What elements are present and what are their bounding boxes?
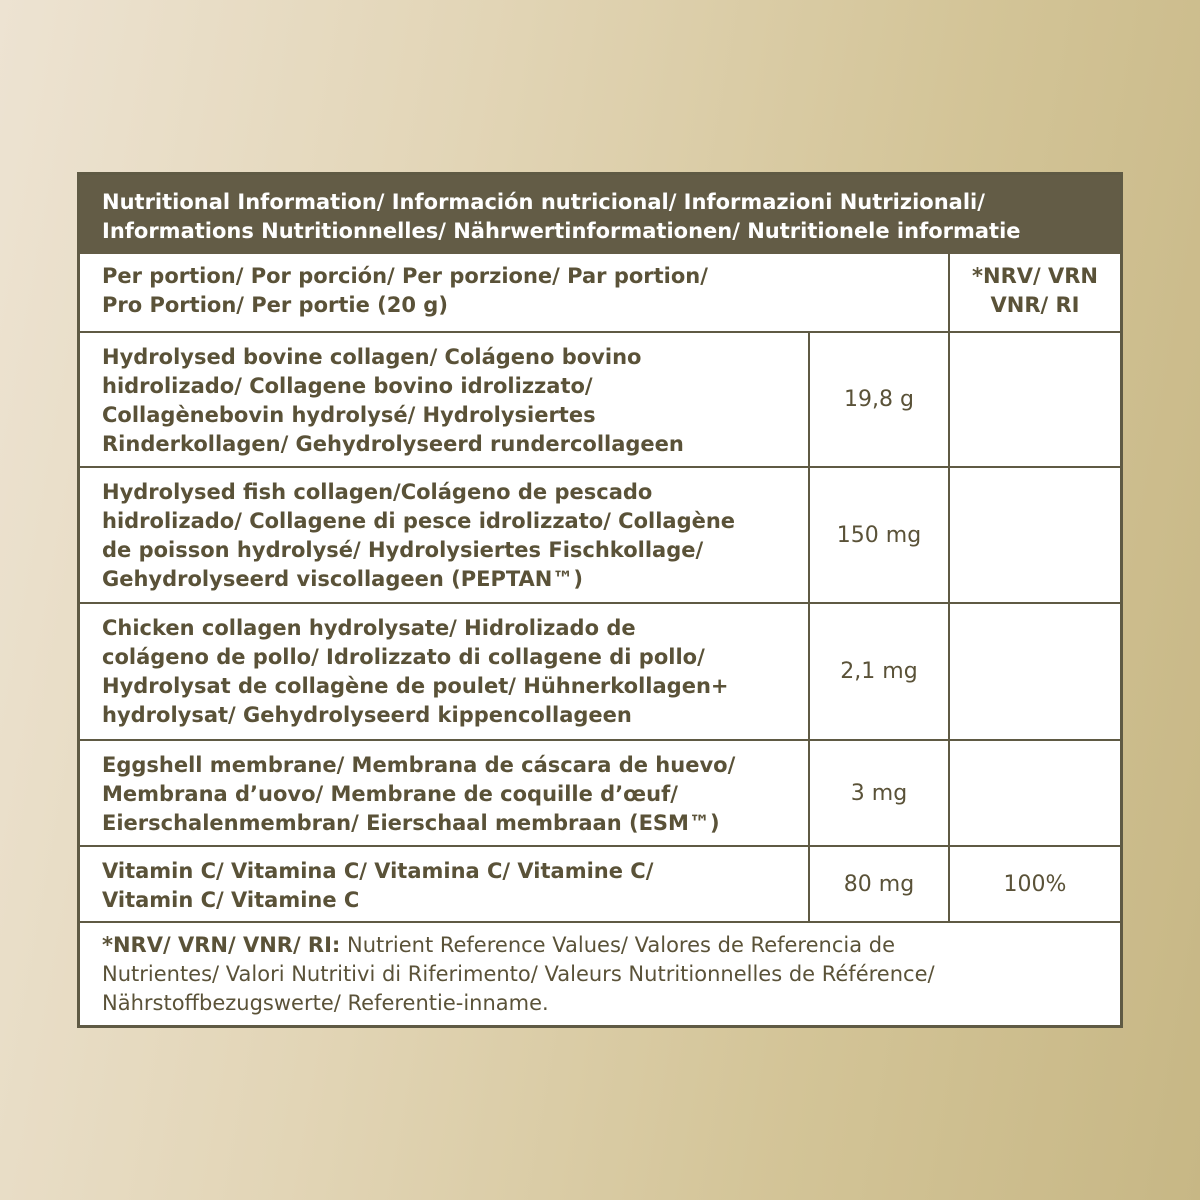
nutrient-name-line: Hydrolysed fish collagen/Colágeno de pescado [102,480,653,504]
footnote-line-1-text: Nutrient Reference Values/ Valores de Referencia de [340,933,896,957]
nutrient-amount: 2,1 mg [808,604,948,739]
nrv-column-header [948,254,1120,331]
footnote-key: *NRV/ VRN/ VNR/ RI: [102,933,341,957]
nutrient-amount: 80 mg [808,847,948,921]
footnote-line-1 [102,931,1106,960]
nutrient-name [80,741,810,845]
nrv-header-line-1: *NRV/ VRN [972,264,1098,288]
nutrition-table [77,172,1123,1028]
nutrient-amount: 150 mg [808,468,948,602]
nutrient-name-line: Rinderkollagen/ Gehydrolyseerd rundercollageen [102,432,684,456]
nutrient-name-line: Collagènebovin hydrolysé/ Hydrolysiertes [102,403,596,427]
nutrient-name-line: Hydrolysat de collagène de poulet/ Hühnerkollagen+ [102,674,729,698]
table-row [80,741,1120,847]
nutrient-nrv [948,468,1120,602]
nutrient-name [80,468,810,602]
nutrient-name-line: hidrolizado/ Collagene di pesce idrolizzato/ Collagène [102,509,736,533]
nutrient-name-line: Vitamin C/ Vitamine C [102,888,360,912]
per-portion-line-2: Pro Portion/ Per portie (20 g) [102,293,448,317]
nutrient-nrv [948,741,1120,845]
nutrient-name-line: Hydrolysed bovine collagen/ Colágeno bovino [102,345,642,369]
footnote-line-3: Nährstoffbezugswerte/ Referentie-inname. [102,991,549,1015]
nutrient-amount: 19,8 g [808,333,948,466]
nrv-header-line-2: VNR/ RI [990,293,1080,317]
nutrient-name-line: Eggshell membrane/ Membrana de cáscara de huevo/ [102,753,736,777]
nutrient-nrv: 100% [948,847,1120,921]
nutrient-nrv [948,604,1120,739]
table-row [80,847,1120,923]
nutrient-name-line: colágeno de pollo/ Idrolizzato di collagene di pollo/ [102,645,705,669]
nutrient-name-line: de poisson hydrolysé/ Hydrolysiertes Fischkollage/ [102,538,704,562]
nutrient-name-line: Chicken collagen hydrolysate/ Hidrolizado de [102,616,636,640]
header-title-line-1: Nutritional Information/ Información nutricional/ Informazioni Nutrizionali/ [102,190,985,214]
nutrient-name [80,847,810,921]
per-portion-row [80,254,1120,333]
nutrient-name-line: hidrolizado/ Collagene bovino idrolizzato/ [102,374,593,398]
nutrient-name-line: Vitamin C/ Vitamina C/ Vitamina C/ Vitamine C/ [102,859,654,883]
header-title-line-2: Informations Nutritionnelles/ Nährwertinformationen/ Nutritionele informatie [102,219,1021,243]
per-portion-line-1: Per portion/ Por porción/ Per porzione/ Par portion/ [102,264,708,288]
nutrient-name-line: hydrolysat/ Gehydrolyseerd kippencollageen [102,703,632,727]
nrv-footnote [80,921,1120,1018]
nutrient-nrv [948,333,1120,466]
nutrient-name-line: Gehydrolyseerd viscollageen (PEPTAN™) [102,567,583,591]
table-row [80,333,1120,468]
nutrient-name [80,604,810,739]
nutrient-name [80,333,810,466]
nutrient-name-line: Membrana d’uovo/ Membrane de coquille d’œuf/ [102,782,678,806]
per-portion-label [102,262,922,320]
nutrient-amount: 3 mg [808,741,948,845]
nutrient-name-line: Eierschalenmembran/ Eierschaal membraan (ESM™) [102,811,720,835]
table-header [80,175,1120,254]
footnote-line-2: Nutrientes/ Valori Nutritivi di Riferimento/ Valeurs Nutritionnelles de Référence/ [102,962,935,986]
table-row [80,468,1120,604]
table-row [80,604,1120,741]
